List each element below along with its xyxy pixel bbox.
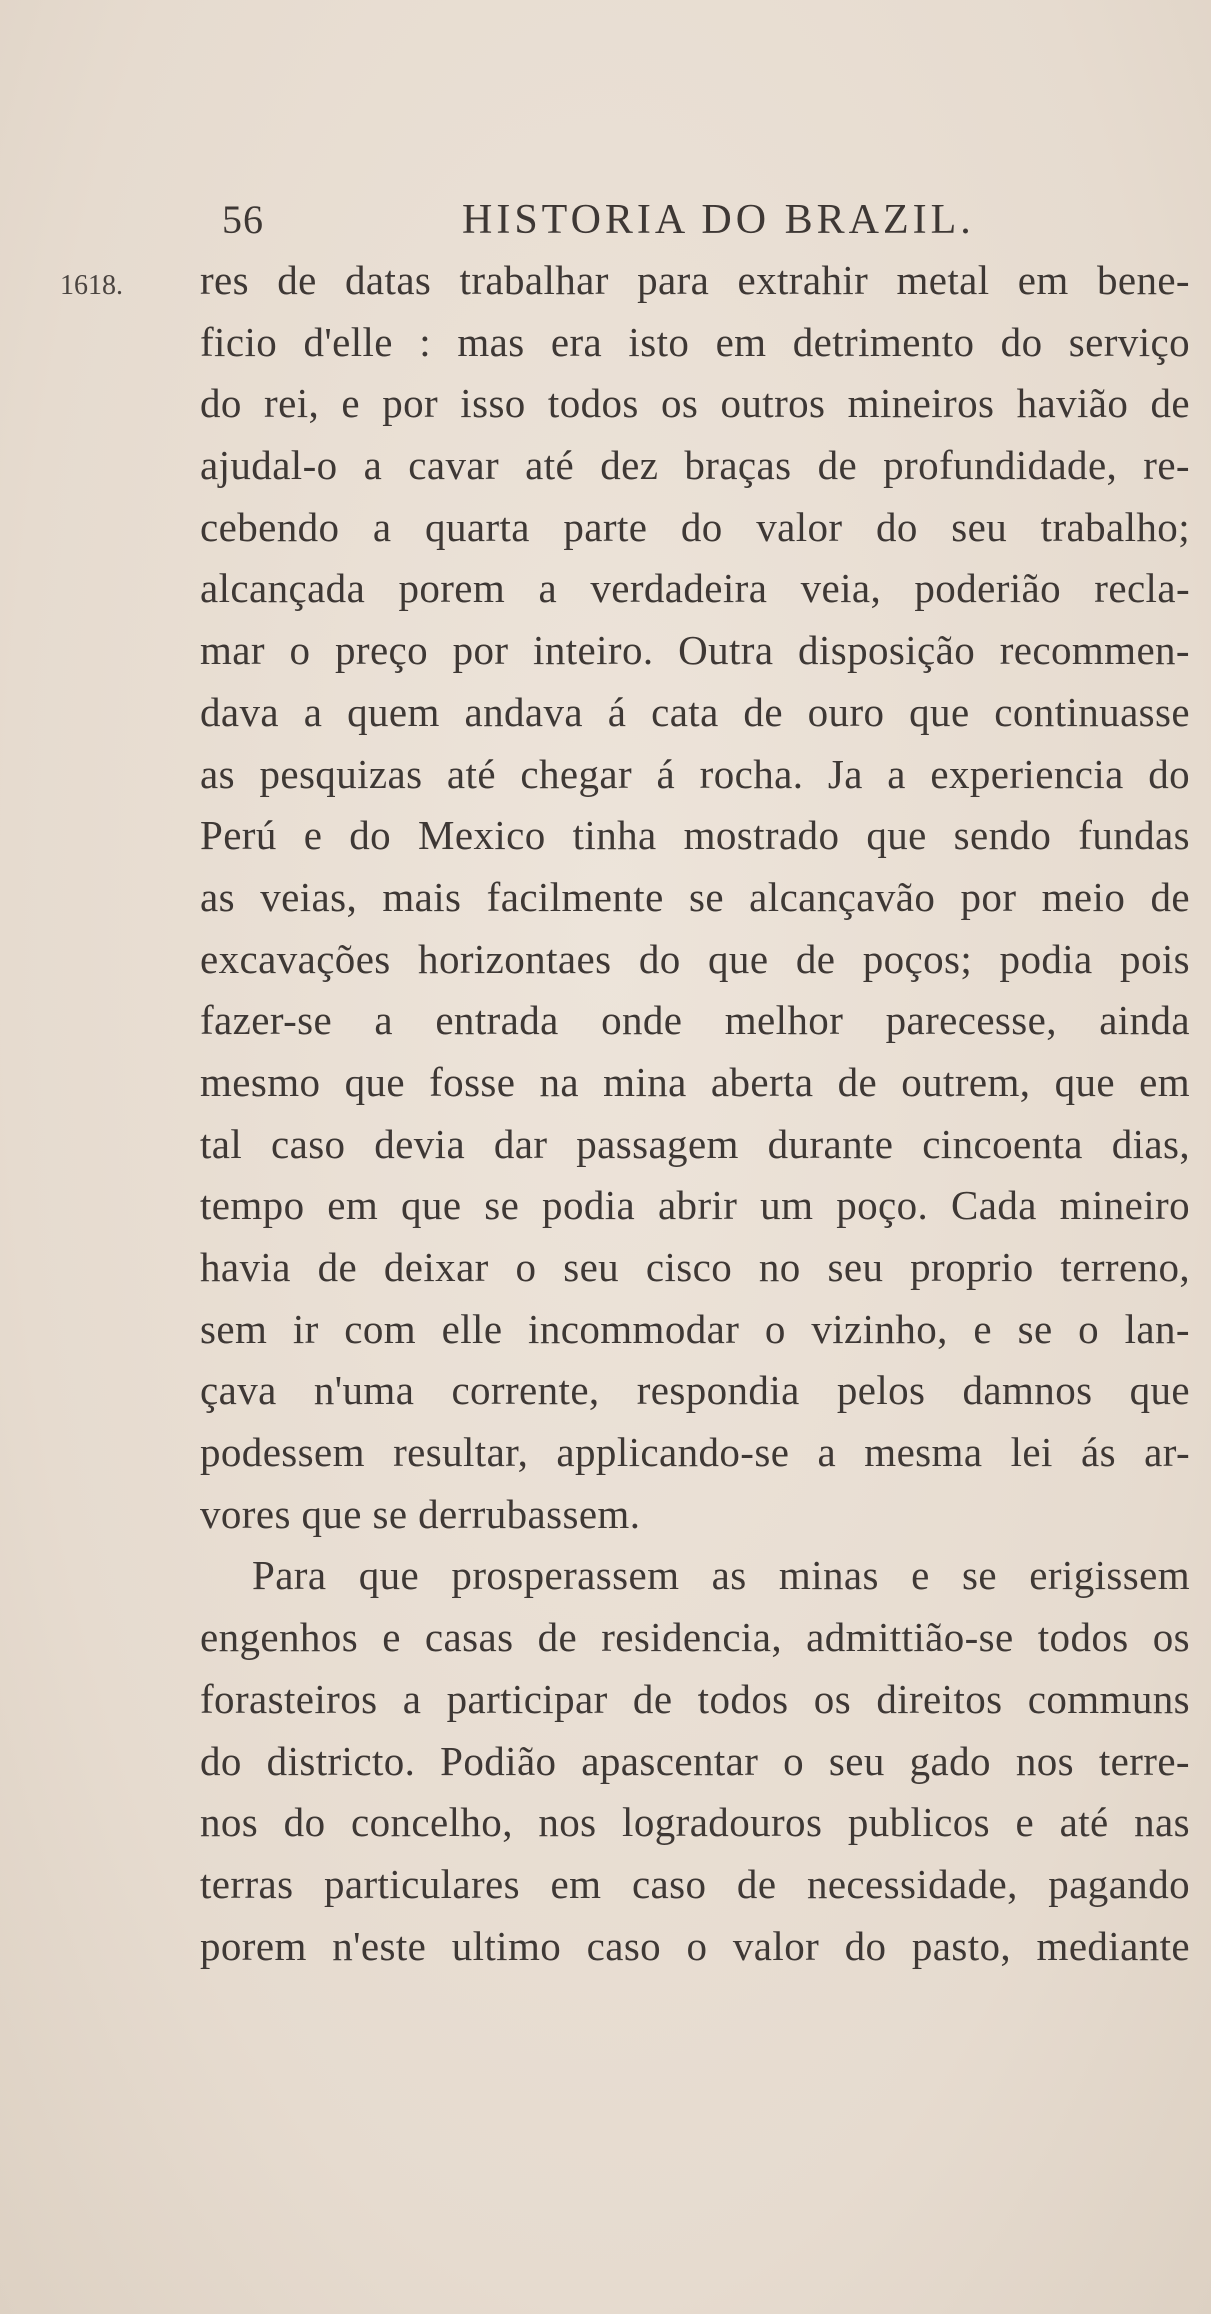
margin-year-note: 1618. [60, 270, 123, 301]
text-line: cebendo a quarta parte do valor do seu trabalho; [200, 503, 1190, 550]
text-line: havia de deixar o seu cisco no seu proprio terreno, [200, 1244, 1190, 1290]
text-line: dava a quem andava á cata de ouro que continuasse [200, 688, 1190, 735]
text-line: tal caso devia dar passagem durante cincoenta dias, [200, 1120, 1190, 1167]
text-line: Perú e do Mexico tinha mostrado que sendo fundas [200, 812, 1190, 859]
text-line: mar o preço por inteiro. Outra disposição recommen- [200, 627, 1190, 674]
text-line: Para que prosperassem as minas e se erigissem [252, 1552, 1190, 1599]
text-line: tempo em que se podia abrir um poço. Cada mineiro [200, 1182, 1190, 1229]
text-line: res de datas trabalhar para extrahir metal em bene- [200, 257, 1190, 303]
text-line: forasteiros a participar de todos os direitos communs [200, 1675, 1190, 1722]
page-title: HISTORIA DO BRAZIL. [462, 197, 975, 243]
paragraph-1 [200, 250, 1190, 1545]
text-line: terras particulares em caso de necessidade, pagando [200, 1860, 1190, 1907]
text-line: nos do concelho, nos logradouros publicos e até nas [200, 1799, 1190, 1846]
text-line: as pesquizas até chegar á rocha. Ja a experiencia do [200, 750, 1190, 797]
body-text [200, 250, 1190, 1977]
text-line: do rei, e por isso todos os outros mineiros havião de [200, 380, 1190, 427]
text-line: ficio d'elle : mas era isto em detrimento do serviço [200, 318, 1190, 365]
text-line: engenhos e casas de residencia, admittião-se todos os [200, 1614, 1190, 1661]
running-head [190, 196, 1195, 252]
text-line: excavações horizontaes do que de poços; podia pois [200, 935, 1190, 982]
text-line: porem n'este ultimo caso o valor do pasto, mediante [200, 1922, 1190, 1969]
text-line: vores que se derrubassem. [200, 1490, 641, 1537]
text-line: podessem resultar, applicando-se a mesma lei ás ar- [200, 1429, 1190, 1476]
text-line: do districto. Podião apascentar o seu gado nos terre- [200, 1737, 1190, 1784]
paragraph-2 [200, 1545, 1190, 1977]
page-number: 56 [222, 197, 264, 242]
text-line: ajudal-o a cavar até dez braças de profundidade, re- [200, 442, 1190, 489]
text-line: mesmo que fosse na mina aberta de outrem, que em [200, 1058, 1190, 1105]
text-line: fazer-se a entrada onde melhor parecesse, ainda [200, 997, 1190, 1044]
text-line: as veias, mais facilmente se alcançavão por meio de [200, 873, 1190, 920]
text-line: alcançada porem a verdadeira veia, poderião recla- [200, 565, 1190, 612]
text-line: çava n'uma corrente, respondia pelos damnos que [200, 1367, 1190, 1414]
text-line: sem ir com elle incommodar o vizinho, e se o lan- [200, 1305, 1190, 1352]
